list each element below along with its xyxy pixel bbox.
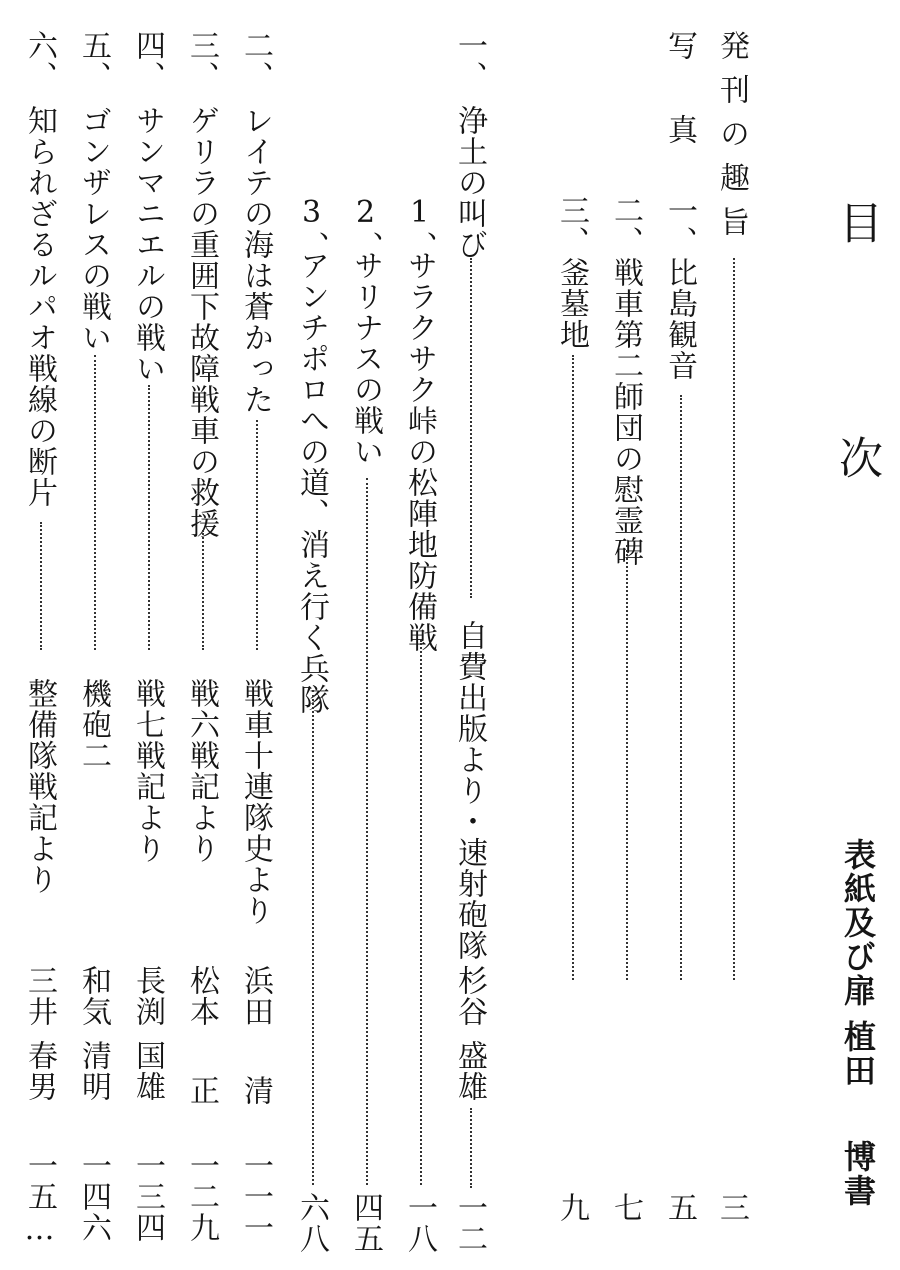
- toc-chapter-title: ゲリラの重囲下故障戦車の救援: [184, 105, 219, 539]
- toc-section-title: アンチポロへの道、消え行く兵隊: [294, 250, 329, 715]
- toc-source: 整備隊戦記より: [22, 678, 57, 895]
- cover-credit-name-last: 博書: [839, 1140, 877, 1208]
- title-char-2: 次: [831, 435, 882, 480]
- toc-author-family: 杉谷: [452, 965, 487, 1027]
- leader-dots: [202, 530, 204, 650]
- toc-photo-item: 二、戦車第二師団の慰霊碑: [608, 195, 643, 567]
- leader-dots: [312, 690, 314, 1185]
- toc-author-family: 松本: [184, 965, 219, 1027]
- toc-source: 戦七戦記より: [130, 678, 165, 864]
- toc-author-given: 盛雄: [452, 1040, 487, 1102]
- toc-author-given: 春男: [22, 1040, 57, 1102]
- toc-section-title: サリナスの戦い: [348, 250, 383, 467]
- leader-dots: [94, 355, 96, 650]
- toc-chapter-title: 浄土の叫び: [452, 105, 487, 260]
- leader-dots: [366, 478, 368, 1185]
- toc-chapter-title: 知られざるルパオ戦線の断片: [22, 105, 57, 508]
- toc-section-number: 1、: [402, 195, 437, 262]
- toc-chapter-title: ゴンザレスの戦い: [76, 105, 111, 353]
- toc-chapter-number: 一、: [452, 30, 487, 92]
- toc-photo-item: 三、釜墓地: [554, 195, 589, 350]
- toc-chapter-title: サンマニエルの戦い: [130, 105, 165, 384]
- leader-dots: [626, 545, 628, 980]
- leader-dots: [470, 258, 472, 598]
- leader-dots: [148, 385, 150, 650]
- page-number: 一三四: [130, 1150, 165, 1243]
- leader-dots: [680, 395, 682, 980]
- page-number: 九: [554, 1192, 589, 1223]
- toc-author-family: 浜田: [238, 965, 273, 1027]
- toc-heading-photos: 写 真: [662, 30, 697, 156]
- page-number: 一八: [402, 1192, 437, 1254]
- toc-author-given: 正: [184, 1075, 219, 1106]
- page-number: 一五…: [22, 1150, 57, 1248]
- leader-dots: [733, 258, 735, 980]
- leader-dots: [572, 355, 574, 980]
- leader-dots: [420, 640, 422, 1185]
- toc-heading-preface: 発刊の趣旨: [714, 30, 749, 250]
- page-number: 三: [714, 1192, 749, 1223]
- page-number: 六八: [294, 1192, 329, 1254]
- leader-dots: [40, 522, 42, 650]
- toc-chapter-number: 四、: [130, 30, 165, 92]
- page-number: 四五: [348, 1192, 383, 1254]
- toc-author-given: 清明: [76, 1040, 111, 1102]
- toc-section-number: 3、: [294, 195, 329, 262]
- toc-source: 戦六戦記より: [184, 678, 219, 864]
- toc-source: 機砲二: [76, 678, 111, 771]
- toc-author-family: 長渕: [130, 965, 165, 1027]
- toc-section-number: 2、: [348, 195, 383, 262]
- toc-photo-item: 一、比島観音: [662, 195, 697, 381]
- page-number: 一二九: [184, 1150, 219, 1243]
- toc-chapter-number: 三、: [184, 30, 219, 92]
- cover-credit-label: 表紙及び扉: [839, 838, 877, 1008]
- page-number: 一四六: [76, 1150, 111, 1243]
- toc-chapter-number: 五、: [76, 30, 111, 92]
- leader-dots: [470, 1108, 472, 1188]
- page-number: 一一一: [238, 1150, 273, 1243]
- toc-source: 自費出版より・速射砲隊: [452, 620, 487, 961]
- title-char-1: 目: [831, 200, 882, 245]
- page-number: 七: [608, 1192, 643, 1223]
- leader-dots: [256, 420, 258, 650]
- toc-source: 戦車十連隊史より: [238, 678, 273, 926]
- toc-author-family: 三井: [22, 965, 57, 1027]
- toc-author-given: 清: [238, 1075, 273, 1106]
- toc-chapter-number: 六、: [22, 30, 57, 92]
- page-number: 五: [662, 1192, 697, 1223]
- toc-author-family: 和気: [76, 965, 111, 1027]
- toc-chapter-title: レイテの海は蒼かった: [238, 105, 273, 415]
- cover-credit-name-first: 植田: [839, 1020, 877, 1088]
- toc-author-given: 国雄: [130, 1040, 165, 1102]
- page-number: 一二: [452, 1192, 487, 1254]
- toc-section-title: サラクサク峠の松陣地防備戦: [402, 250, 437, 653]
- toc-chapter-number: 二、: [238, 30, 273, 92]
